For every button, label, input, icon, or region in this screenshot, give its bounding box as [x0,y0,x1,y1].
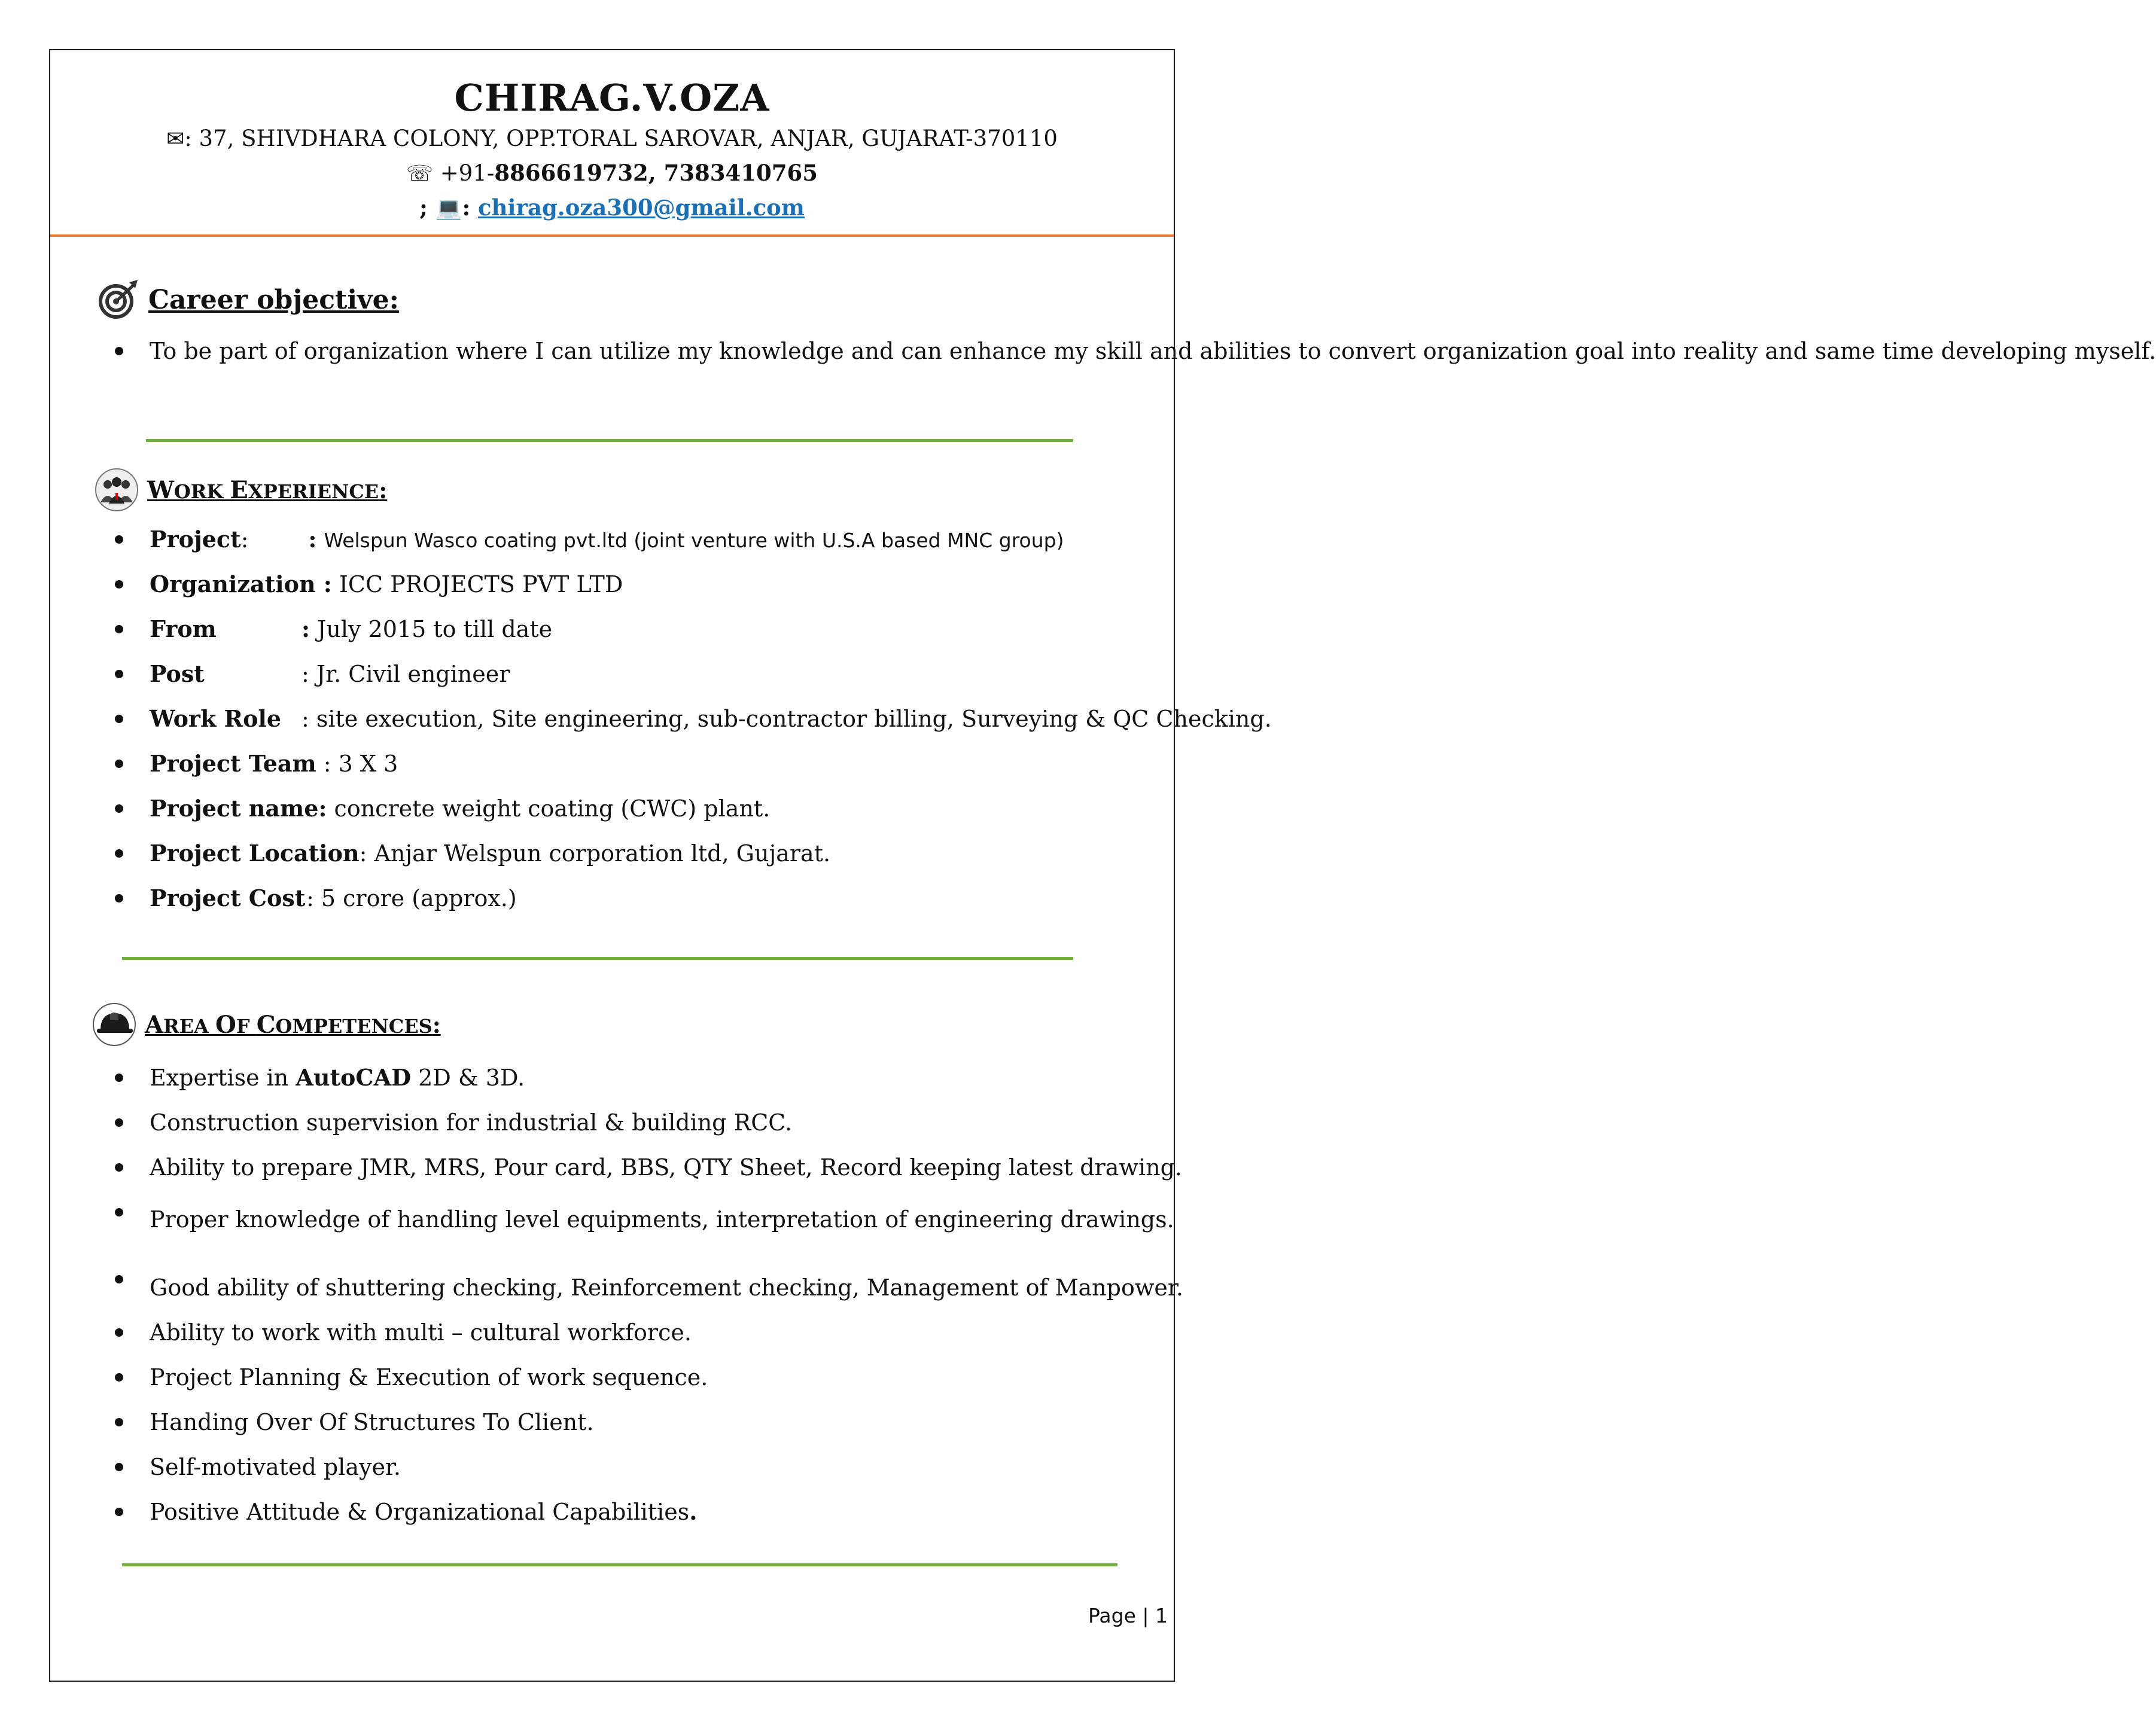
list-item: Work Role : site execution, Site engineering, sub-contractor billing, Surveying & QC Checking. [110,703,1187,748]
envelope-icon: ✉ [166,127,185,151]
phone-line: ☏ +91-8866619732, 7383410765 [406,160,818,186]
section-divider [122,957,1073,960]
page-number: Page | 1 [1088,1604,1168,1627]
list-item: Construction supervision for industrial & building RCC. [110,1107,1187,1152]
email-line: ; 💻: chirag.oza300@gmail.com [419,194,805,221]
list-item: Positive Attitude & Organizational Capabilities. [110,1496,1187,1541]
email-link[interactable]: chirag.oza300@gmail.com [477,194,805,221]
work-experience-list [110,524,1272,928]
list-item: Project name: concrete weight coating (CWC) plant. [110,793,1187,838]
work-experience-title: WORK EXPERIENCE [147,475,379,504]
laptop-icon: 💻 [435,196,462,221]
header-divider [50,234,1174,237]
phone-numbers: 8866619732, 7383410765 [494,160,818,186]
competences-list [110,1062,1187,1541]
hardhat-icon [92,1002,136,1047]
list-item: Ability to work with multi – cultural workforce. [110,1317,1187,1362]
list-item: Project Planning & Execution of work sequence. [110,1362,1187,1407]
list-item: To be part of organization where I can utilize my knowledge and can enhance my skill and abilities to convert organization goal into reality and same time developing myself. [110,330,1127,373]
section-divider [146,439,1073,442]
address-line: ✉: 37, SHIVDHARA COLONY, OPP.TORAL SAROVAR, ANJAR, GUJARAT-370110 [166,126,1058,151]
resume-header [50,74,1174,225]
work-experience-heading: WORK EXPERIENCE : [95,468,387,512]
career-objective-list [110,330,2156,373]
list-item: Good ability of shuttering checking, Reinforcement checking, Management of Manpower. [110,1264,1187,1317]
team-icon [95,468,139,512]
list-item: From : July 2015 to till date [110,614,1187,658]
target-icon [96,278,140,322]
list-item: Post : Jr. Civil engineer [110,658,1187,703]
list-item: Proper knowledge of handling level equipments, interpretation of engineering drawings. [110,1197,1187,1264]
list-item: Project Team : 3 X 3 [110,748,1187,793]
candidate-name: CHIRAG.V.OZA [454,76,770,120]
list-item: Ability to prepare JMR, MRS, Pour card, BBS, QTY Sheet, Record keeping latest drawing. [110,1152,1187,1197]
phone-icon: ☏ [406,161,433,186]
address-text: 37, SHIVDHARA COLONY, OPP.TORAL SAROVAR, ANJAR, GUJARAT-370110 [199,126,1058,151]
career-objective-title: Career objective: [148,284,399,315]
list-item: Handing Over Of Structures To Client. [110,1407,1187,1452]
list-item: Project Location: Anjar Welspun corporation ltd, Gujarat. [110,838,1187,883]
competences-title: AREA OF COMPETENCES: [145,1010,441,1039]
list-item: Project: : Welspun Wasco coating pvt.ltd (joint venture with U.S.A based MNC group) [110,524,1187,569]
list-item: Organization : ICC PROJECTS PVT LTD [110,569,1187,614]
career-objective-heading [96,278,399,322]
list-item: Self-motivated player. [110,1452,1187,1496]
section-divider [122,1563,1117,1566]
list-item: Project Cost: 5 crore (approx.) [110,883,1187,928]
list-item: Expertise in AutoCAD 2D & 3D. [110,1062,1187,1107]
competences-heading [92,1002,441,1047]
